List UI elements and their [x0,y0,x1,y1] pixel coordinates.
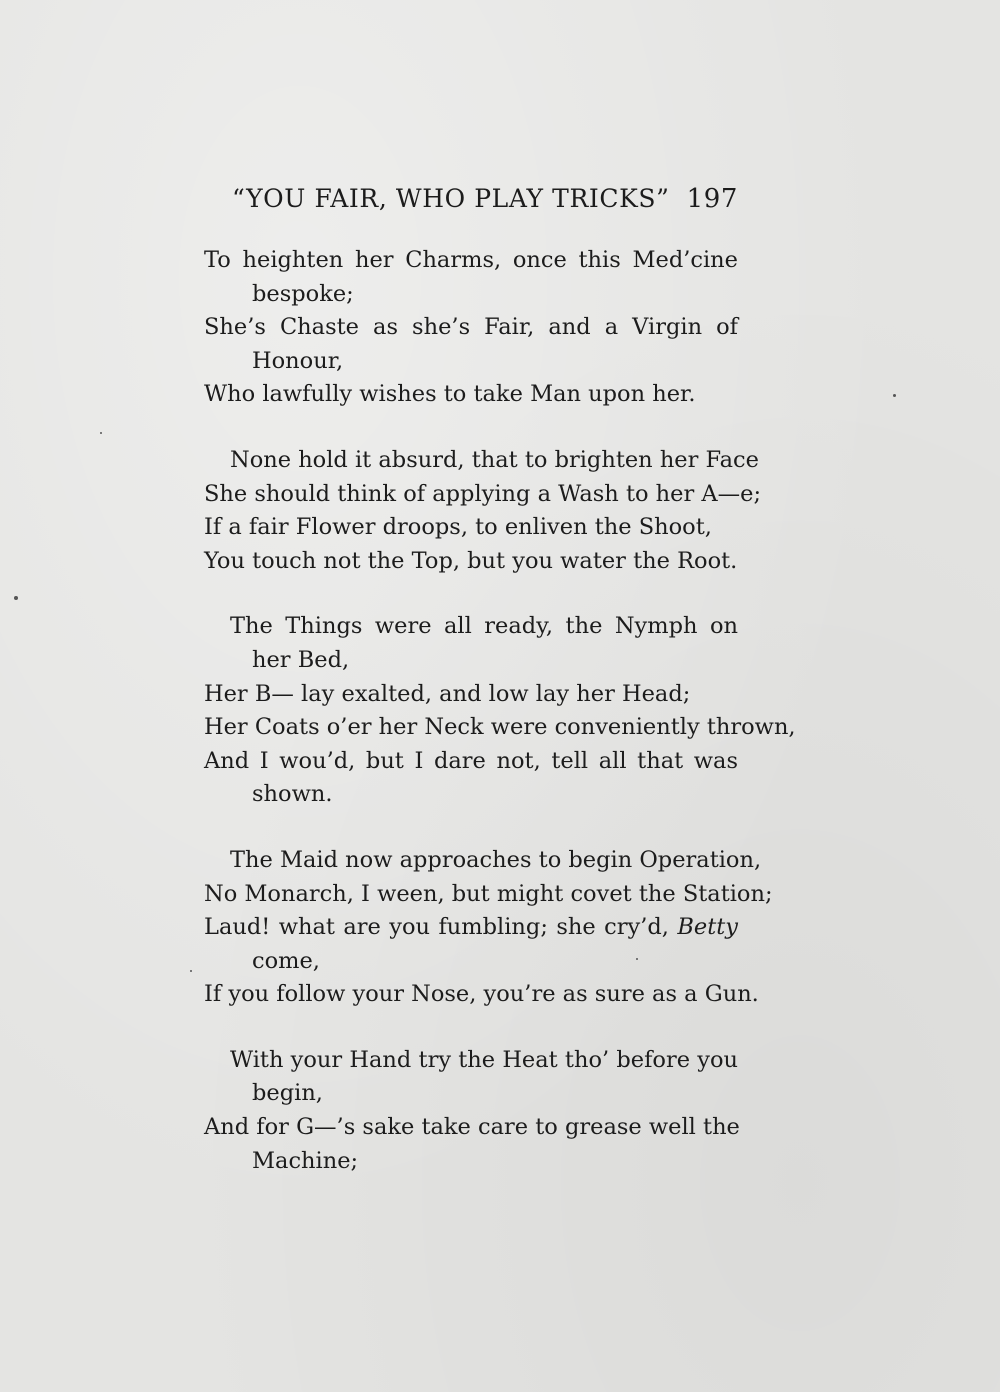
verse-line: Her Coats o’er her Neck were conveniently thrown, [204,714,796,741]
verse-line: Who lawfully wishes to take Man upon her. [204,381,696,408]
verse-line: No Monarch, I ween, but might covet the Station; [204,880,773,907]
verse-line: The Maid now approaches to begin Operation, [230,846,762,873]
stanza-1 [204,244,738,412]
paper-speck [636,958,638,960]
paper-speck [190,970,192,972]
stanza-5 [204,1044,738,1178]
verse-line-continuation: bespoke; [252,280,354,307]
verse-line: If a fair Flower droops, to enliven the Shoot, [204,514,712,541]
verse-line: With your Hand try the Heat tho’ before you [230,1046,738,1073]
verse-line-continuation: her Bed, [252,646,350,673]
italic-name: Betty [677,914,738,941]
verse-line: She should think of applying a Wash to her A—e; [204,480,762,507]
verse-line-continuation: begin, [252,1080,323,1107]
verse-line-continuation: come, [252,947,320,974]
verse-line: To heighten her Charms, once this Med’cine [204,247,738,273]
verse-line: You touch not the Top, but you water the Root. [204,547,738,574]
verse-line [204,911,738,945]
paper-speck [893,394,896,397]
paper-speck [14,596,18,600]
stanza-3 [204,610,796,812]
verse-line: Her B— lay exalted, and low lay her Head; [204,680,691,707]
verse-line-continuation: shown. [252,781,333,808]
stanza-4 [204,844,773,1012]
page-number: 197 [686,184,738,214]
verse-line: And for G—’s sake take care to grease well the [204,1114,740,1141]
verse-line: None hold it absurd, that to brighten her Face [230,446,759,473]
verse-line-continuation: Honour, [252,347,344,374]
verse-line: If you follow your Nose, you’re as sure as a Gun. [204,981,759,1008]
poem-body [204,244,796,1210]
verse-line-text: Laud! what are you fumbling; she cry’d, [204,914,669,941]
verse-line: She’s Chaste as she’s Fair, and a Virgin of [204,314,738,341]
verse-line-continuation: Machine; [252,1147,359,1174]
verse-line: And I wou’d, but I dare not, tell all that was [204,747,738,774]
stanza-2 [204,444,762,578]
running-head [232,184,738,224]
running-title: “YOU FAIR, WHO PLAY TRICKS” [232,184,670,213]
verse-line: The Things were all ready, the Nymph on [230,613,738,640]
paper-speck [100,432,102,434]
